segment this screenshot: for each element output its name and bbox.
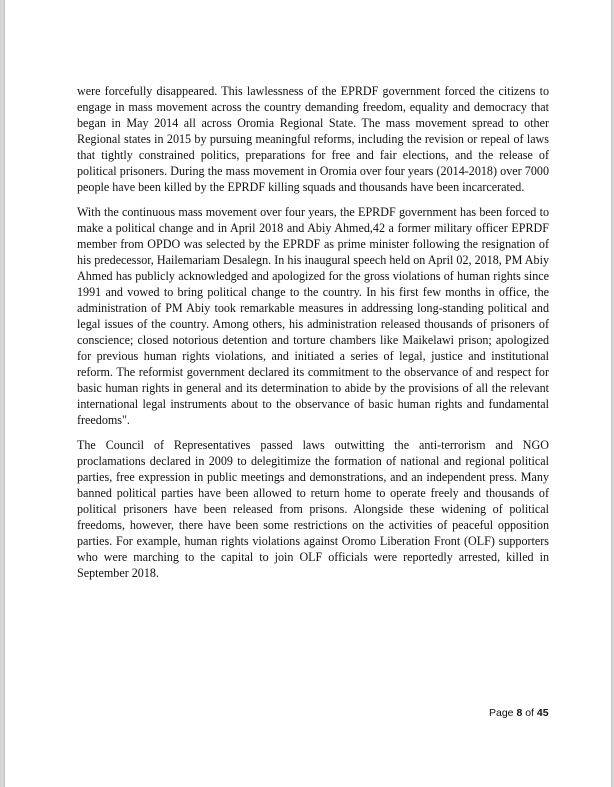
page-number-footer — [489, 707, 549, 719]
paragraph-3: The Council of Representatives passed laws outwitting the anti-terrorism and NGO proclamations declared in 2009 to delegitimize the formation of national and regional political parties, free expression in public meetings and demonstrations, and an independent press. Many banned political parties have been allowed to return home to operate freely and thousands of political prisoners have been released from prisons. Alongside these widening of political freedoms, however, there have been some restrictions on the activities of peaceful opposition parties. For example, human rights violations against Oromo Liberation Front (OLF) supporters who were marching to the capital to join OLF officials were reportedly arrested, killed in September 2018. — [77, 438, 549, 580]
total-pages-number: 45 — [536, 707, 549, 719]
page-label: Page — [489, 707, 517, 719]
paragraph-2: With the continuous mass movement over four years, the EPRDF government has been forced to make a political change and in April 2018 and Abiy Ahmed,42 a former military officer EPRDF member from OPDO was selected by the EPRDF as prime minister following the resignation of his predecessor, Hailemariam Desalegn. In his inaugural speech held on April 02, 2018, PM Abiy Ahmed has publicly acknowledged and apologized for the gross violations of human rights since 1991 and vowed to bring political change to the country. In his first few months in office, the administration of PM Abiy took remarkable measures in addressing long-standing political and legal issues of the country. Among others, his administration released thousands of prisoners of conscience; closed notorious detention and torture chambers like Maikelawi prison; apologized for previous human rights violations, and initiated a series of legal, justice and institutional reform. The reformist government declared its commitment to the observance of and respect for basic human rights in general and its determination to abide by the provisions of all the relevant international legal instruments about to the observance of basic human rights and fundamental freedoms". — [77, 205, 549, 427]
current-page-number: 8 — [516, 707, 523, 719]
document-page — [4, 0, 612, 787]
paragraph-1: were forcefully disappeared. This lawlessness of the EPRDF government forced the citizens to engage in mass movement across the country demanding freedom, equality and democracy that began in May 2014 all across Oromia Regional State. The mass movement spread to other Regional states in 2015 by pursuing meaningful reforms, including the revision or repeal of laws that tightly constrained politics, preparations for free and fair elections, and the release of political prisoners. During the mass movement in Oromia over four years (2014-2018) over 7000 people have been killed by the EPRDF killing squads and thousands have been incarcerated. — [77, 84, 549, 194]
body-text — [77, 83, 549, 590]
page-of-label: of — [522, 707, 537, 719]
